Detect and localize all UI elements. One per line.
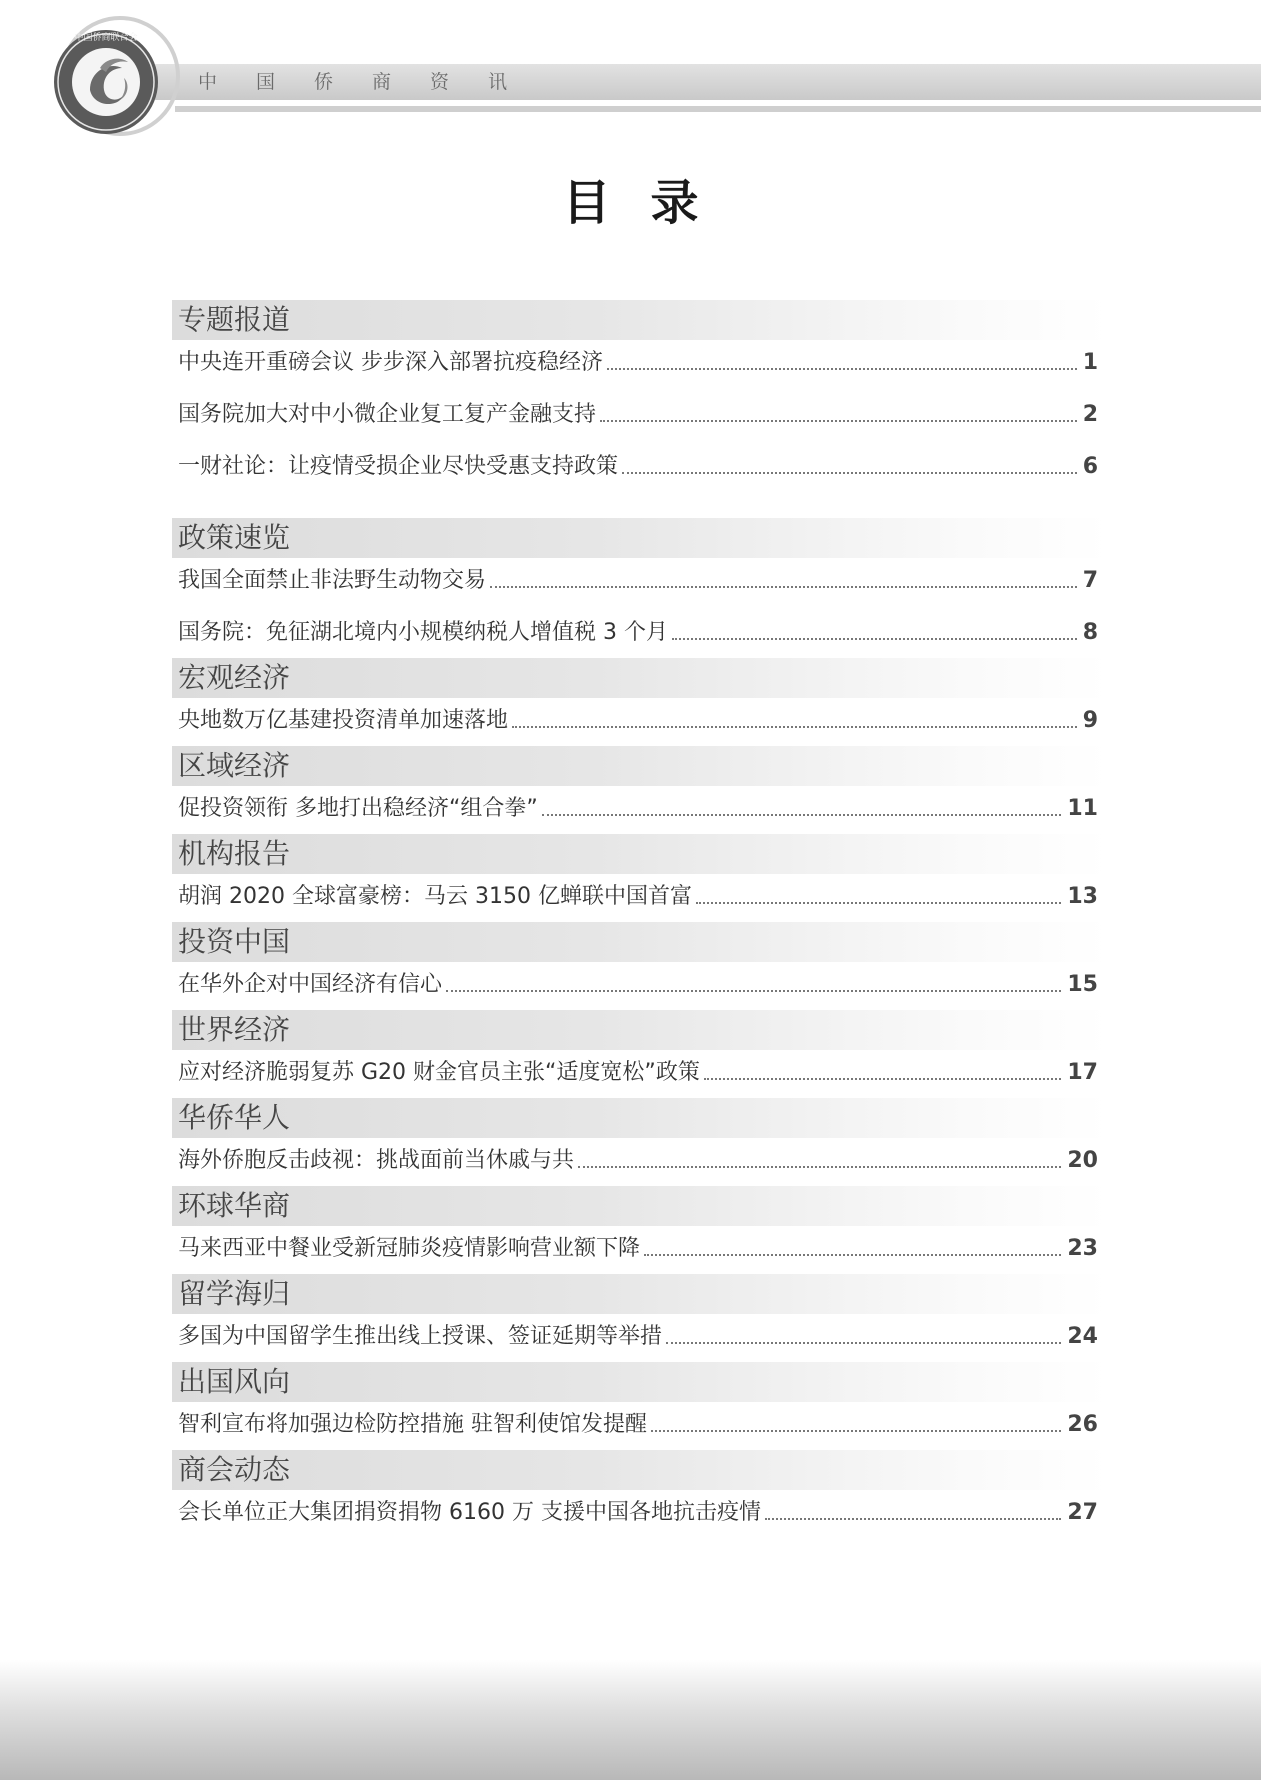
entry-page-number: 23	[1067, 1236, 1098, 1261]
entry-title: 央地数万亿基建投资清单加速落地	[178, 708, 509, 733]
toc-entry[interactable]	[178, 452, 1098, 482]
section-header	[172, 834, 1108, 874]
entry-page-number: 15	[1067, 972, 1098, 997]
entry-page-number: 20	[1067, 1148, 1098, 1173]
toc-entry[interactable]	[178, 970, 1098, 1000]
section-title: 政策速览	[178, 521, 291, 554]
chinese-overseas-chamber-logo-icon	[50, 10, 180, 142]
section-title: 华侨华人	[178, 1101, 291, 1134]
dot-leader	[704, 1078, 1062, 1080]
dot-leader	[542, 814, 1062, 816]
dot-leader	[512, 726, 1077, 728]
entry-page-number: 7	[1082, 568, 1098, 593]
publication-title: 中国侨商资讯	[198, 71, 547, 93]
entry-title: 马来西亚中餐业受新冠肺炎疫情影响营业额下降	[178, 1236, 641, 1261]
entry-page-number: 13	[1067, 884, 1098, 909]
entry-page-number: 6	[1082, 454, 1098, 479]
entry-title: 应对经济脆弱复苏 G20 财金官员主张“适度宽松”政策	[178, 1060, 700, 1085]
dot-leader	[666, 1342, 1061, 1344]
toc-entry[interactable]	[178, 400, 1098, 430]
entry-title: 国务院加大对中小微企业复工复产金融支持	[178, 402, 597, 427]
toc-entry[interactable]	[178, 882, 1098, 912]
toc-entry[interactable]	[178, 1498, 1098, 1528]
entry-title: 多国为中国留学生推出线上授课、签证延期等举措	[178, 1324, 663, 1349]
toc-entry[interactable]	[178, 794, 1098, 824]
toc-entry[interactable]	[178, 1322, 1098, 1352]
entry-title: 中央连开重磅会议 步步深入部署抗疫稳经济	[178, 350, 603, 375]
toc-entry[interactable]	[178, 1234, 1098, 1264]
section-header	[172, 300, 1108, 340]
entry-title: 智利宣布将加强边检防控措施 驻智利使馆发提醒	[178, 1412, 647, 1437]
dot-leader	[446, 990, 1061, 992]
toc-entry[interactable]	[178, 618, 1098, 648]
section-title: 商会动态	[178, 1453, 291, 1486]
section-title: 专题报道	[178, 303, 291, 336]
section-header	[172, 1450, 1108, 1490]
dot-leader	[696, 902, 1061, 904]
section-header	[172, 658, 1108, 698]
section-title: 宏观经济	[178, 661, 291, 694]
entry-title: 促投资领衔 多地打出稳经济“组合拳”	[178, 796, 538, 821]
section-header	[172, 1098, 1108, 1138]
entry-title: 胡润 2020 全球富豪榜：马云 3150 亿蝉联中国首富	[178, 884, 692, 909]
toc-entry[interactable]	[178, 1146, 1098, 1176]
entry-title: 一财社论：让疫情受损企业尽快受惠支持政策	[178, 454, 619, 479]
section-header	[172, 746, 1108, 786]
entry-page-number: 11	[1067, 796, 1098, 821]
section-header	[172, 1010, 1108, 1050]
dot-leader	[607, 368, 1077, 370]
entry-page-number: 1	[1082, 350, 1098, 375]
entry-title: 我国全面禁止非法野生动物交易	[178, 568, 487, 593]
dot-leader	[622, 472, 1077, 474]
header-rule	[175, 106, 1261, 112]
entry-page-number: 17	[1067, 1060, 1098, 1085]
section-title: 世界经济	[178, 1013, 291, 1046]
toc-entry[interactable]	[178, 348, 1098, 378]
section-title: 出国风向	[178, 1365, 291, 1398]
entry-page-number: 2	[1082, 402, 1098, 427]
section-title: 留学海归	[178, 1277, 291, 1310]
section-title: 机构报告	[178, 837, 291, 870]
footer-gradient	[0, 1660, 1261, 1780]
toc-entry[interactable]	[178, 1410, 1098, 1440]
entry-page-number: 8	[1082, 620, 1098, 645]
toc-entry[interactable]	[178, 706, 1098, 736]
entry-page-number: 9	[1082, 708, 1098, 733]
toc-title: 目录	[562, 175, 739, 231]
toc-entry[interactable]	[178, 566, 1098, 596]
page-header	[0, 0, 1261, 150]
logo-ring-text: 中国侨商联合会	[74, 33, 138, 43]
entry-title: 国务院：免征湖北境内小规模纳税人增值税 3 个月	[178, 620, 668, 645]
section-title: 环球华商	[178, 1189, 291, 1222]
dot-leader	[490, 586, 1077, 588]
entry-page-number: 24	[1067, 1324, 1098, 1349]
dot-leader	[672, 638, 1077, 640]
entry-title: 海外侨胞反击歧视：挑战面前当休戚与共	[178, 1148, 575, 1173]
section-header	[172, 922, 1108, 962]
dot-leader	[765, 1518, 1061, 1520]
entry-page-number: 27	[1067, 1500, 1098, 1525]
section-header	[172, 518, 1108, 558]
section-header	[172, 1362, 1108, 1402]
dot-leader	[644, 1254, 1061, 1256]
entry-page-number: 26	[1067, 1412, 1098, 1437]
dot-leader	[651, 1430, 1061, 1432]
dot-leader	[600, 420, 1077, 422]
toc-entry[interactable]	[178, 1058, 1098, 1088]
entry-title: 会长单位正大集团捐资捐物 6160 万 支援中国各地抗击疫情	[178, 1500, 761, 1525]
entry-title: 在华外企对中国经济有信心	[178, 972, 443, 997]
dot-leader	[578, 1166, 1061, 1168]
section-header	[172, 1186, 1108, 1226]
section-title: 区域经济	[178, 749, 291, 782]
section-header	[172, 1274, 1108, 1314]
section-title: 投资中国	[178, 925, 291, 958]
